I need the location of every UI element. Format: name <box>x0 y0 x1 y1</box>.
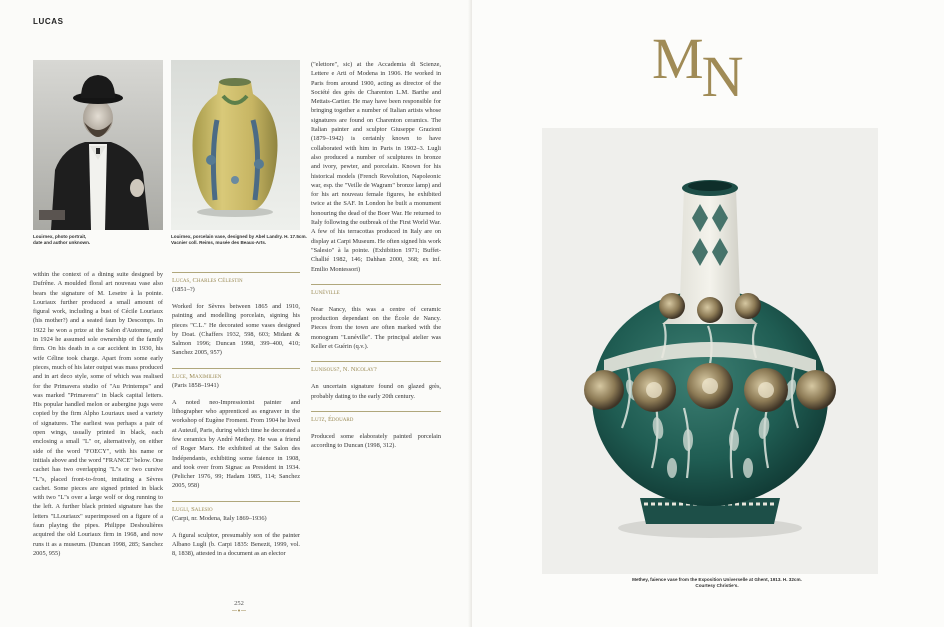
entry-heading-luce: Luce, Maximilien <box>172 372 222 380</box>
entry-divider <box>311 284 441 285</box>
entry-divider <box>172 272 300 273</box>
section-monogram <box>652 26 742 109</box>
entry-heading-lugli: Lugli, Salesio <box>172 505 213 513</box>
folio-ornament <box>232 609 246 612</box>
entry-divider <box>311 411 441 412</box>
entry-dates-lugli: (Carpi, nr. Modena, Italy 1869–1936) <box>172 514 267 522</box>
porcelain-vase-caption: Louirnex, porcelain vase, designed by Abel Landry. H. 17.5cm. Vacnier coll. Reims, musée des Beaux-Arts. <box>171 234 307 245</box>
entry-body-lucas: Worked for Sèvres between 1865 and 1910, painting and modelling porcelain, signing his pieces "C.L." He decorated some vases designed by Doat. (Chaffers 1932, 598, 603; Midant & Salmon 1996; Duncan 1998, 399–400, 410; Sanchez 2005, 957) <box>172 303 300 357</box>
entry-body-lutz: Produced some elaborately painted porcelain according to Duncan (1998, 312). <box>311 432 441 450</box>
portrait-photo <box>33 60 163 230</box>
faience-vase-image <box>542 128 878 574</box>
lugli-continuation-text: ("elettore", sic) at the Accademia di Scienze, Lettere e Arti of Modena in 1906. He worked in Paris from around 1900, acting as director of the Société des grès de Charenton L.M. Barthe and Mettais-Cartier. He may have been responsible for bringing together a number of Italian artists whose signatures are found on Charenton ceramics. The Italian painter and sculptor Giuseppe Grazioni (1879–1942) is certainly known to have collaborated with him in Paris in 1902–3. Lugli also produced a number of sculptures in bronze and ivory, pewter, and porcelain. Known for his historical models (French Revolution, Napoleonic war, esp. the "Veille de Wagram" bronze lamp) and for his art nouveau female figures, he exhibited twice at the SAF. In London he built a monument honouring the dead of the Boer War. He returned to Italy following the outbreak of the First World War. A few of his terracottas produced in Italy are on display at Carpi Museum. He often signed his work "Salesio" à la pointe. (Exhibition 1971; Buffet-Challié 1982, 146; Dahhan 2000, 368; ex inf. Emilio Montessori) <box>311 61 441 273</box>
portrait-image <box>33 60 163 230</box>
text-column-1 <box>33 270 163 594</box>
entry-body-luce: A noted neo-Impressionist painter and lithographer who apprenticed as engraver in the workshop of Eugène Froment. From 1904 he lived at Auteuil, Paris, during which time he decorated a few ceramics by André Methey. He was a friend of Roger Marx. He exhibited at the Salon des Indépendants, exhibiting some faience in 1908, and took over from Signac as President in 1934. (Pelicher 1976, 99; Hadam 1985, 114; Sanchez 2005, 958) <box>172 398 300 490</box>
entry-body-luneville: Near Nancy, this was a centre of ceramic production dependant on the École de Nancy. Pieces from the town are often marked with the monogram "Lunéville". The principal atelier was Keller et Guérin (q.v.). <box>311 305 441 351</box>
entry-divider <box>311 361 441 362</box>
left-page <box>0 0 472 627</box>
running-head: LUCAS <box>33 17 64 26</box>
entry-dates-lucas: (1851–?) <box>172 286 195 293</box>
porcelain-vase-photo <box>171 60 300 230</box>
entry-divider <box>172 501 300 502</box>
right-page <box>472 0 944 627</box>
porcelain-vase-image <box>171 60 300 230</box>
entry-heading-lucas: Lucas, Charles Célestin <box>172 277 243 284</box>
entry-heading-lunisous: Lunisous?, N. Nicolay? <box>311 366 377 374</box>
portrait-caption: Louirnex, photo portrait, date and author unknown. <box>33 234 91 245</box>
entry-divider <box>172 368 300 369</box>
entry-heading-lutz: Lutz, Édouard <box>311 415 354 423</box>
entry-heading-luneville: Lunéville <box>311 288 340 296</box>
entry-body-lugli: A figural sculptor, presumably son of the painter Albano Lugli (b. Carpi 1835: Benezit, 1999, vol. 8, 1838), attested in a document as an elector <box>172 531 300 558</box>
text-column-3 <box>311 60 441 480</box>
faience-vase-photo <box>542 128 878 574</box>
monogram-letter-m: M <box>652 26 702 91</box>
entry-body-lunisous: An uncertain signature found on glazed grès, probably dating to the early 20th century. <box>311 383 441 400</box>
text-column-2 <box>172 270 300 594</box>
faience-vase-caption: Methey, faience vase from the Exposition Universelle at Ghent, 1913. H. 32cm. Courtesy Christie's. <box>632 577 802 588</box>
lucas-continuation-text: within the context of a dining suite designed by Dufrêne. A moulded floral art nouveau vase also bears the signature of M. Lesetre à la pointe. Louriaux further produced a small amount of figural work, including a bust of Cécile Louriaux (his mother?) and a seated faun by Descomps. In 1922 he won a prize at the Salon d'Automne, and in 1924 he assumed sole ownership of the family firm. On his death in a car accident in 1930, his wife Céline took charge. Apart from some early pieces, much of his later output was mass produced and in art deco style, some of which was realised for the Primavera studio of "Au Printemps" and was marked "Primavera" in black capital letters. His popular handled melon or aubergine jugs were copied by the firm Alpho Louriaux used a variety of signatures. The earliest was perhaps a pair of open wings, usually printed in black, each enclosing a small "L" or, alternatively, on either side of the word "FOECY", with his name or initials above and the word "FRANCE" below. One cachet has two overlapping "L"s or two cursive "L"s, placed front-to-front, imitating a Sèvres cachet. Some pieces are signed printed in black with two "L"s over a large wolf or dog running to the left. A further black printed signature has the letters "LLouriaux" superimposed on a figure of a faun playing the pipes. Philippe Deshoulières acquired the old Louriaux firm in 1968, and now runs it as a museum. (Duncan 1998, 285; Sanchez 2005, 955) <box>33 271 163 557</box>
page-number: 252 <box>234 600 244 607</box>
entry-dates-luce: (Paris 1858–1941) <box>172 381 219 389</box>
monogram-letter-n: N <box>701 44 742 109</box>
